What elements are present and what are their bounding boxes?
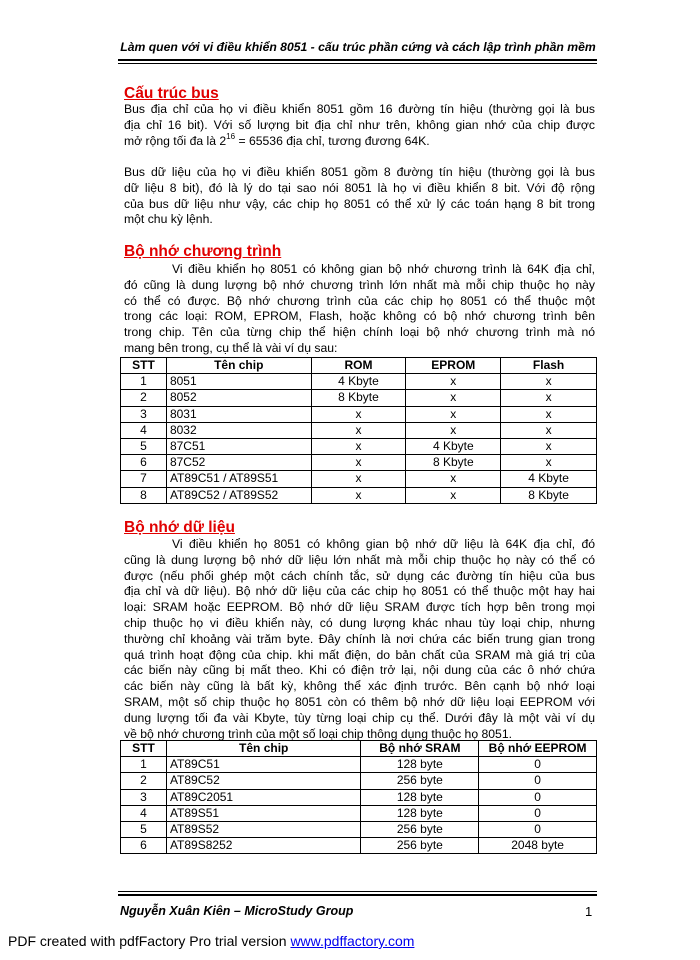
table-cell: 5 bbox=[121, 438, 167, 454]
table-cell: 4 bbox=[121, 422, 167, 438]
table-cell: 6 bbox=[121, 455, 167, 471]
table-cell: 128 byte bbox=[361, 789, 479, 805]
data-memory-table bbox=[120, 740, 597, 854]
text-line: SRAM, một số chip thuộc họ 8051 còn có thêm bộ nhớ dữ liệu loại EEPROM với bbox=[124, 694, 595, 709]
text-line: địa chỉ 16 bit). Với số lượng bit địa chỉ như trên, không gian nhớ của chip được bbox=[124, 117, 595, 132]
text-line: quá trình hoạt động của chip. khi mất điện, do bản chất của SRAM mà giá trị của bbox=[124, 647, 595, 662]
table-cell: AT89C52 / AT89S52 bbox=[166, 487, 311, 503]
text-line: các biến này cũng bị mất theo. Khi có điện trở lại, nội dung của các ô nhớ chứa bbox=[124, 663, 595, 678]
table-cell: 2 bbox=[121, 773, 167, 789]
pdffactory-link[interactable]: www.pdffactory.com bbox=[290, 933, 415, 949]
text-line: của bus dữ liệu như vậy, các chip họ 8051 có thể xử lý các toán hạng 8 bit trong bbox=[124, 196, 595, 211]
table-cell: 87C51 bbox=[166, 438, 311, 454]
table-cell: 8031 bbox=[166, 406, 311, 422]
table-row bbox=[121, 471, 597, 487]
table-cell: 4 bbox=[121, 805, 167, 821]
table-cell: AT89S8252 bbox=[166, 838, 361, 854]
table-cell: x bbox=[501, 406, 597, 422]
text-line: Vi điều khiển họ 8051 có không gian bộ nhớ dữ liệu là 64K địa chỉ, đó bbox=[172, 537, 595, 551]
table-cell: 8052 bbox=[166, 390, 311, 406]
table-cell: 1 bbox=[121, 374, 167, 390]
table-row bbox=[121, 773, 597, 789]
table-cell: 7 bbox=[121, 471, 167, 487]
table-cell: 8 Kbyte bbox=[311, 390, 406, 406]
text-line: địa chỉ và dữ liệu). Bộ nhớ dữ liệu của các chip họ 8051 có thể thuộc một hay hai bbox=[124, 584, 595, 599]
table-cell: 2048 byte bbox=[479, 838, 597, 854]
paragraph-address-bus bbox=[124, 102, 595, 149]
text-line: một chu kỳ lệnh. bbox=[124, 212, 213, 227]
text-line: Bus địa chỉ của họ vi điều khiển 8051 gồm 16 đường tín hiệu (thường gọi là bus bbox=[124, 102, 595, 116]
table-cell: x bbox=[406, 374, 501, 390]
table-cell: 8032 bbox=[166, 422, 311, 438]
text-line: các biến này cũng là bất kỳ, không thể xác định trước. Bên cạnh bộ nhớ loại bbox=[124, 679, 595, 694]
table-cell: 8051 bbox=[166, 374, 311, 390]
table-cell: 4 Kbyte bbox=[311, 374, 406, 390]
footer-rule bbox=[118, 894, 597, 896]
table-cell: 8 Kbyte bbox=[406, 455, 501, 471]
table-row bbox=[121, 422, 597, 438]
table-cell: 0 bbox=[479, 821, 597, 837]
column-header: Tên chip bbox=[166, 741, 361, 757]
paragraph-data-bus bbox=[124, 165, 595, 228]
table-cell: x bbox=[311, 455, 406, 471]
column-header: Bộ nhớ SRAM bbox=[361, 741, 479, 757]
text-line: Bus dữ liệu của họ vi điều khiển 8051 gồm 8 đường tín hiệu (thường gọi là bus bbox=[124, 165, 595, 179]
table-cell: 5 bbox=[121, 821, 167, 837]
table-cell: 0 bbox=[479, 805, 597, 821]
header-title: Làm quen với vi điều khiển 8051 - cấu trúc phần cứng và cách lập trình phần mềm bbox=[120, 40, 596, 54]
table-cell: x bbox=[501, 374, 597, 390]
table-cell: x bbox=[406, 406, 501, 422]
table-cell: 4 Kbyte bbox=[406, 438, 501, 454]
program-memory-table bbox=[120, 357, 597, 504]
table-cell: AT89S52 bbox=[166, 821, 361, 837]
table-row bbox=[121, 487, 597, 503]
footer-author: Nguyễn Xuân Kiên – MicroStudy Group bbox=[120, 904, 354, 918]
table-cell: x bbox=[406, 487, 501, 503]
column-header: STT bbox=[121, 741, 167, 757]
table-cell: 87C52 bbox=[166, 455, 311, 471]
table-cell: x bbox=[406, 471, 501, 487]
text-line: dung lượng tối đa vài Kbyte, tùy từng loại chip cụ thể. Dưới đây là một vài ví dụ bbox=[124, 710, 595, 725]
table-cell: 4 Kbyte bbox=[501, 471, 597, 487]
header-rule bbox=[118, 59, 597, 61]
text-fragment: = 65536 địa chỉ, tương đương 64K. bbox=[235, 133, 430, 148]
table-cell: 0 bbox=[479, 773, 597, 789]
paragraph-data-memory bbox=[124, 537, 595, 742]
text-line: được (nếu phối ghép một cách chính tắc, sử dụng các đường tín hiệu của bus bbox=[124, 568, 595, 583]
text-line: có thể có được. Bộ nhớ chương trình của các chip họ 8051 có thể thuộc một bbox=[124, 293, 595, 308]
text-fragment: mở rộng tối đa là 2 bbox=[124, 133, 227, 148]
table-row bbox=[121, 438, 597, 454]
column-header: STT bbox=[121, 358, 167, 374]
pdf-note-text: PDF created with pdfFactory Pro trial version bbox=[8, 933, 291, 949]
table-row bbox=[121, 757, 597, 773]
table-cell: 128 byte bbox=[361, 757, 479, 773]
section-title-data-memory: Bộ nhớ dữ liệu bbox=[124, 519, 235, 536]
text-line: thường chỉ khoảng vài trăm byte. Đây chính là nơi chứa các biến trung gian trong bbox=[124, 631, 595, 646]
table-cell: 0 bbox=[479, 757, 597, 773]
footer-rule bbox=[118, 891, 597, 892]
table-cell: AT89C51 bbox=[166, 757, 361, 773]
text-line: mang bên trong, cụ thể là vài ví dụ sau: bbox=[124, 340, 338, 355]
paragraph-program-memory bbox=[124, 262, 595, 357]
table-cell: x bbox=[311, 471, 406, 487]
table-cell: 3 bbox=[121, 406, 167, 422]
table-cell: x bbox=[406, 422, 501, 438]
table-row bbox=[121, 789, 597, 805]
table-cell: 256 byte bbox=[361, 773, 479, 789]
table-cell: AT89S51 bbox=[166, 805, 361, 821]
header-rule bbox=[118, 63, 597, 64]
section-title-bus: Cấu trúc bus bbox=[124, 85, 219, 102]
table-header-row bbox=[121, 358, 597, 374]
pdf-creator-note bbox=[8, 933, 414, 949]
table-cell: x bbox=[311, 487, 406, 503]
table-cell: x bbox=[501, 390, 597, 406]
text-line: chip thuộc họ vi điều khiển này, có dung lượng khác nhau tùy loại chip, nhưng bbox=[124, 615, 595, 630]
table-cell: 1 bbox=[121, 757, 167, 773]
superscript: 16 bbox=[226, 131, 236, 141]
table-cell: x bbox=[501, 422, 597, 438]
table-row bbox=[121, 821, 597, 837]
table-cell: x bbox=[311, 406, 406, 422]
table-cell: x bbox=[406, 390, 501, 406]
text-line: trong các loại: ROM, EPROM, Flash, hoặc không có bộ nhớ chương trình bên bbox=[124, 309, 595, 324]
table-row bbox=[121, 455, 597, 471]
table-row bbox=[121, 374, 597, 390]
text-line: loại: SRAM hoặc EEPROM. Bộ nhớ dữ liệu SRAM được tích hợp bên trong mọi bbox=[124, 600, 595, 615]
text-line: đó cũng là dung lượng bộ nhớ chương trình lớn nhất mà mỗi chip thuộc họ này bbox=[124, 277, 595, 292]
column-header: Flash bbox=[501, 358, 597, 374]
text-line: trong chip. Tên của từng chip thể hiện chính loại bộ nhớ chương trình mà nó bbox=[124, 325, 595, 340]
column-header: ROM bbox=[311, 358, 406, 374]
table-cell: x bbox=[311, 422, 406, 438]
column-header: Bộ nhớ EEPROM bbox=[479, 741, 597, 757]
table-cell: 6 bbox=[121, 838, 167, 854]
table-cell: AT89C52 bbox=[166, 773, 361, 789]
table-cell: 128 byte bbox=[361, 805, 479, 821]
table-cell: x bbox=[501, 438, 597, 454]
table-cell: AT89C2051 bbox=[166, 789, 361, 805]
table-cell: 8 bbox=[121, 487, 167, 503]
table-row bbox=[121, 805, 597, 821]
text-line: cũng là dung lượng bộ nhớ dữ liệu lớn nhất mà mỗi chip thuộc họ này có thể có bbox=[124, 552, 595, 567]
table-cell: x bbox=[311, 438, 406, 454]
table-cell: 0 bbox=[479, 789, 597, 805]
table-cell: x bbox=[501, 455, 597, 471]
text-line: Vi điều khiển họ 8051 có không gian bộ nhớ chương trình là 64K địa chỉ, bbox=[172, 262, 595, 276]
text-line: về bộ nhớ chương trình của một số loại chip thông dụng thuộc họ 8051. bbox=[124, 726, 512, 741]
text-line: dữ liệu 8 bit), đó là lý do tại sao nói 8051 là họ vi điều khiển 8 bit. Với độ rộng bbox=[124, 180, 595, 195]
table-row bbox=[121, 838, 597, 854]
table-cell: AT89C51 / AT89S51 bbox=[166, 471, 311, 487]
table-row bbox=[121, 390, 597, 406]
table-cell: 2 bbox=[121, 390, 167, 406]
column-header: Tên chip bbox=[166, 358, 311, 374]
table-header-row bbox=[121, 741, 597, 757]
section-title-program-memory: Bộ nhớ chương trình bbox=[124, 243, 282, 260]
table-cell: 8 Kbyte bbox=[501, 487, 597, 503]
table-cell: 256 byte bbox=[361, 838, 479, 854]
table-cell: 3 bbox=[121, 789, 167, 805]
page-number: 1 bbox=[585, 904, 593, 919]
column-header: EPROM bbox=[406, 358, 501, 374]
table-cell: 256 byte bbox=[361, 821, 479, 837]
table-row bbox=[121, 406, 597, 422]
text-line bbox=[124, 131, 595, 150]
